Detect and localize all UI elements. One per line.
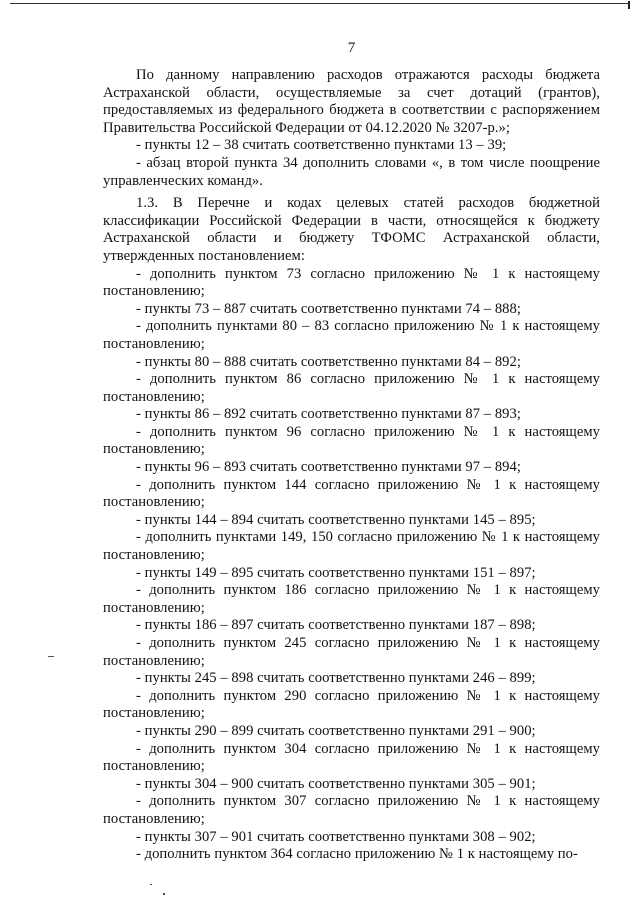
scan-artifact	[150, 884, 152, 885]
list-item: - пункты 80 – 888 считать соответственно пунктами 84 – 892;	[136, 353, 521, 370]
list-item: - пункты 96 – 893 считать соответственно пунктами 97 – 894;	[136, 459, 521, 476]
list-item: - пункты 12 – 38 считать соответственно пунктами 13 – 39;	[136, 137, 507, 154]
scan-artifact	[163, 893, 165, 895]
list-item: - дополнить пунктом 144 согласно приложению № 1 к настоящему постановлению;	[103, 476, 600, 511]
list-item: - дополнить пунктом 290 согласно приложению № 1 к настоящему постановлению;	[103, 687, 600, 722]
list-item: - пункты 290 – 899 считать соответственно пунктами 291 – 900;	[136, 722, 536, 739]
list-item: - пункты 149 – 895 считать соответственно пунктами 151 – 897;	[136, 564, 536, 581]
list-item: - пункты 73 – 887 считать соответственно пунктами 74 – 888;	[136, 300, 521, 317]
list-item: - дополнить пунктом 73 согласно приложению № 1 к настоящему постановлению;	[103, 265, 600, 300]
list-item: - пункты 186 – 897 считать соответственно пунктами 187 – 898;	[136, 617, 536, 634]
section-1-3-paragraph: 1.3. В Перечне и кодах целевых статей расходов бюджетной классификации Российской Федерации в части, относящейся к бюджету Астраханской области и бюджету ТФОМС Астраханской области, утвержденных постановлением:	[103, 195, 600, 264]
list-item: - дополнить пунктом 245 согласно приложению № 1 к настоящему постановлению;	[103, 635, 600, 669]
page-number: 7	[347, 40, 356, 56]
list-item: - пункты 307 – 901 считать соответственно пунктами 308 – 902;	[136, 828, 536, 845]
list-item: - дополнить пунктом 96 согласно приложению № 1 к настоящему постановлению;	[103, 423, 600, 458]
list-item: - дополнить пунктами 149, 150 согласно приложению № 1 к настоящему постановлению;	[103, 529, 600, 564]
list-item: - дополнить пунктом 86 согласно приложению № 1 к настоящему постановлению;	[103, 371, 600, 405]
scan-border-mark	[628, 1, 630, 9]
list-item: - дополнить пунктом 364 согласно приложению № 1 к настоящему по-	[136, 846, 578, 863]
list-item: - пункты 304 – 900 считать соответственно пунктами 305 – 901;	[136, 775, 536, 792]
list-item: - дополнить пунктом 304 согласно приложению № 1 к настоящему постановлению;	[103, 740, 600, 775]
list-item: - пункты 86 – 892 считать соответственно пунктами 87 – 893;	[136, 406, 521, 423]
list-item: - абзац второй пункта 34 дополнить словами «, в том числе поощрение управленческих команд».	[103, 154, 600, 189]
list-item: - пункты 144 – 894 считать соответственно пунктами 145 – 895;	[136, 511, 536, 528]
list-item: - пункты 245 – 898 считать соответственно пунктами 246 – 899;	[136, 670, 536, 687]
list-item: - дополнить пунктами 80 – 83 согласно приложению № 1 к настоящему постановлению;	[103, 318, 600, 352]
scan-top-border	[10, 3, 628, 4]
document-page	[103, 38, 600, 864]
list-item: - дополнить пунктом 186 согласно приложению № 1 к настоящему постановлению;	[103, 582, 600, 616]
paragraph-expense-direction: По данному направлению расходов отражаются расходы бюджета Астраханской области, осуществляемые за счет дотаций (грантов), предоставляемых из федерального бюджета в соответствии с распоряжением Правительства Российской Федерации от 04.12.2020 № 3207-р.»;	[103, 67, 600, 136]
margin-mark	[48, 656, 54, 657]
list-item: - дополнить пунктом 307 согласно приложению № 1 к настоящему постановлению;	[103, 793, 600, 827]
